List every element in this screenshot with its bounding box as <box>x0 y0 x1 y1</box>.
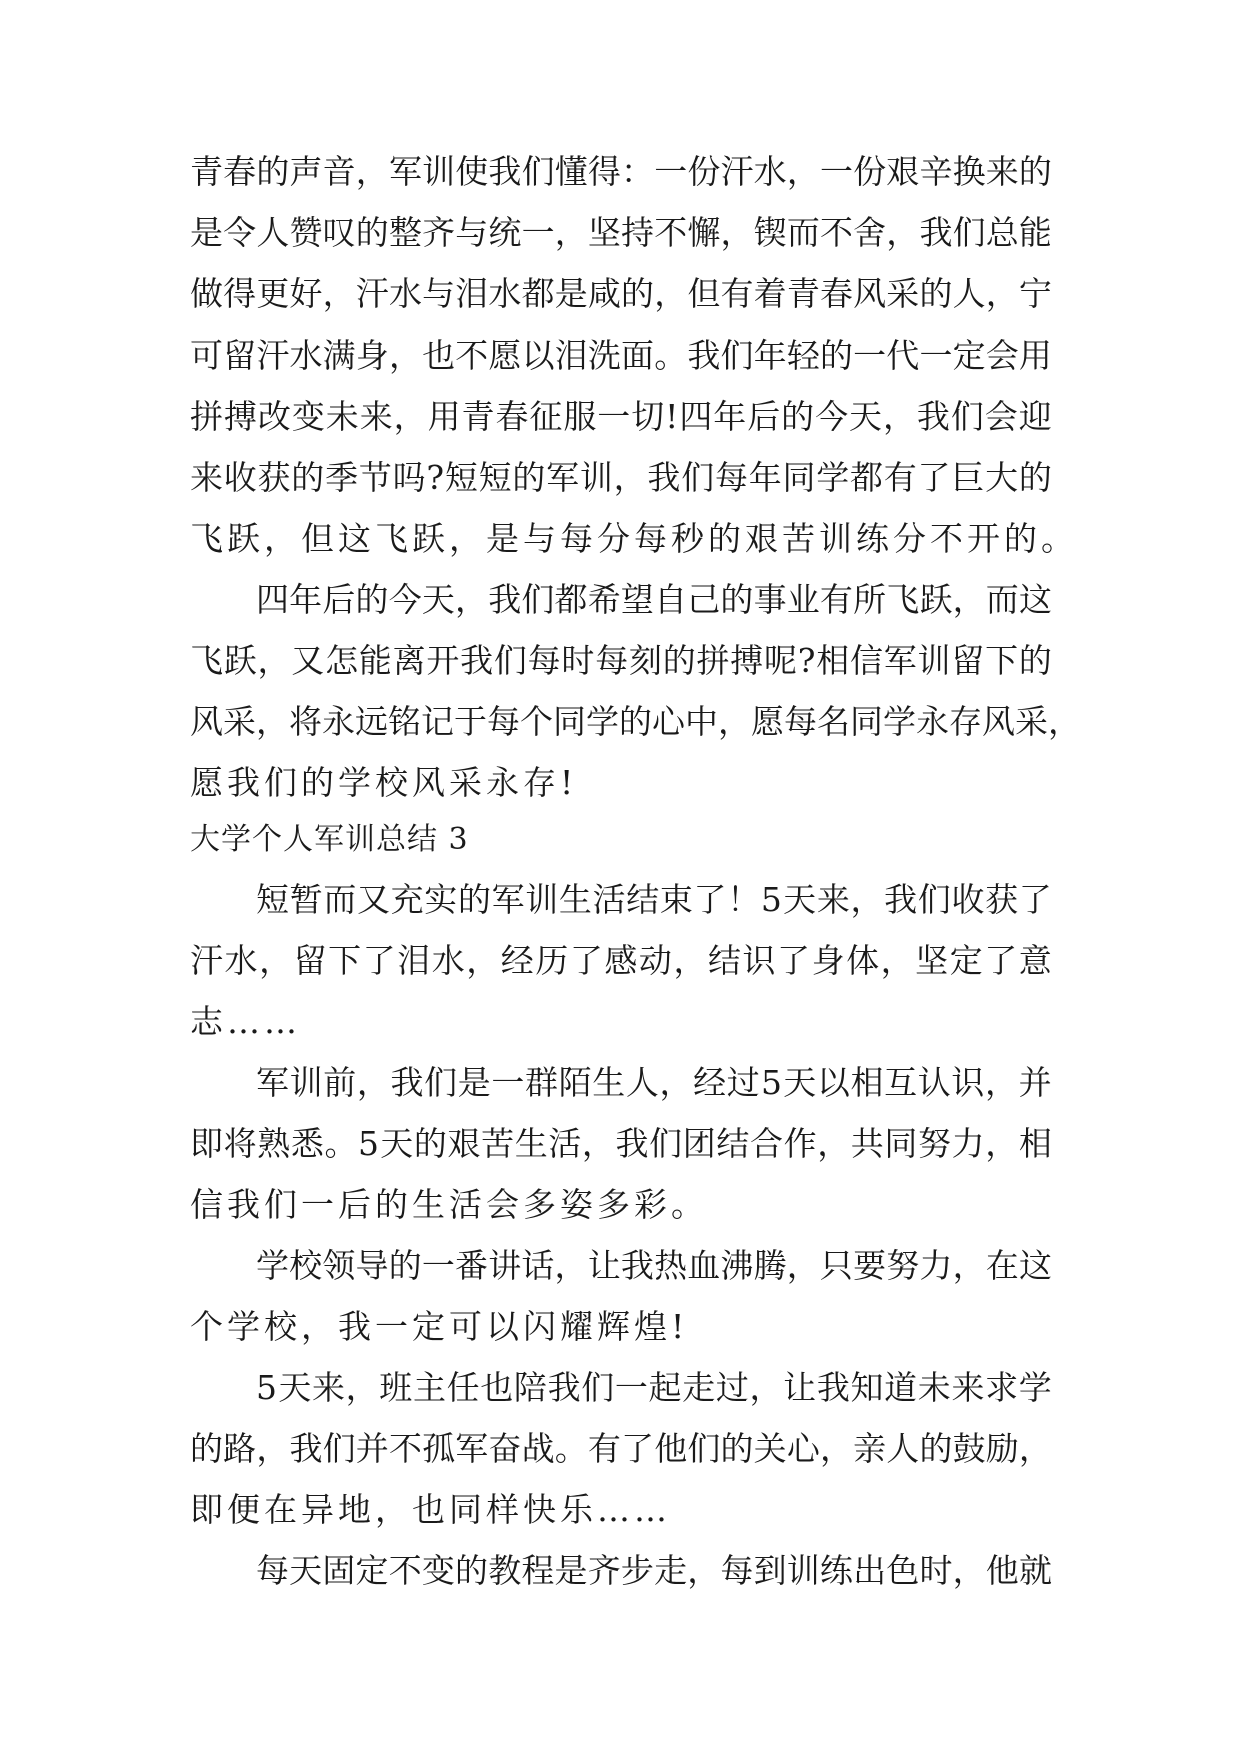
text-line: 青 春 的 声 音 ， 军 训 使 我 们 懂 得 ： 一 份 汗 水 ， 一 份 艰 辛 换 来 的 <box>190 152 1052 191</box>
text-line: 短 暂 而 又 充 实 的 军 训 生 活 结 束 了 ！ 5 天 来 ， 我 们 收 获 了 <box>256 880 1052 919</box>
text-line: 是 令 人 赞 叹 的 整 齐 与 统 一 ， 坚 持 不 懈 ， 锲 而 不 舍 ， 我 们 总 能 <box>190 213 1052 252</box>
text-line: 四 年 后 的 今 天 ， 我 们 都 希 望 自 己 的 事 业 有 所 飞 跃 ， 而 这 <box>256 580 1052 619</box>
text-line: 汗 水 ， 留 下 了 泪 水 ， 经 历 了 感 动 ， 结 识 了 身 体 ， 坚 定 了 意 <box>190 941 1052 980</box>
text-line: 志…… <box>190 1002 301 1041</box>
text-line: 5 天 来 ， 班 主 任 也 陪 我 们 一 起 走 过 ， 让 我 知 道 未 来 求 学 <box>256 1368 1052 1407</box>
text-line: 可 留 汗 水 满 身 ， 也 不 愿 以 泪 洗 面 。 我 们 年 轻 的 一 代 一 定 会 用 <box>190 336 1052 375</box>
text-line: 学 校 领 导 的 一 番 讲 话 ， 让 我 热 血 沸 腾 ， 只 要 努 力 ， 在 这 <box>256 1246 1052 1285</box>
text-line: 来 收 获 的 季 节 吗 ? 短 短 的 军 训 ， 我 们 每 年 同 学 都 有 了 巨 大 的 <box>190 458 1052 497</box>
text-line: 信我们一后的生活会多姿多彩。 <box>190 1185 708 1224</box>
text-line: 个学校，我一定可以闪耀辉煌! <box>190 1307 689 1346</box>
text-line: 每 天 固 定 不 变 的 教 程 是 齐 步 走 ， 每 到 训 练 出 色 时 ， 他 就 <box>256 1551 1052 1590</box>
text-line: 的 路 ， 我 们 并 不 孤 军 奋 战 。 有 了 他 们 的 关 心 ， 亲 人 的 鼓 励 ， <box>190 1429 1052 1468</box>
text-line: 风 采 ， 将 永 远 铭 记 于 每 个 同 学 的 心 中 ， 愿 每 名 同 学 永 存 风 采 ， <box>190 702 1081 741</box>
text-line: 即 将 熟 悉 。 5 天 的 艰 苦 生 活 ， 我 们 团 结 合 作 ， 共 同 努 力 ， 相 <box>190 1124 1052 1163</box>
text-line: 即便在异地，也同样快乐…… <box>190 1490 671 1529</box>
text-line: 拼 搏 改 变 未 来 ， 用 青 春 征 服 一 切 ! 四 年 后 的 今 天 ， 我 们 会 迎 <box>190 397 1052 436</box>
text-line: 军 训 前 ， 我 们 是 一 群 陌 生 人 ， 经 过 5 天 以 相 互 认 识 ， 并 <box>256 1063 1052 1102</box>
section-heading: 大学个人军训总结 3 <box>190 822 469 857</box>
text-line: 愿我们的学校风采永存! <box>190 763 578 802</box>
text-line: 做 得 更 好 ， 汗 水 与 泪 水 都 是 咸 的 ， 但 有 着 青 春 风 采 的 人 ， 宁 <box>190 274 1052 313</box>
text-line: 飞跃，但这飞跃，是与每分每秒的艰苦训练分不开的。 <box>190 519 1078 558</box>
text-line: 飞 跃 ， 又 怎 能 离 开 我 们 每 时 每 刻 的 拼 搏 呢 ? 相 信 军 训 留 下 的 <box>190 641 1052 680</box>
